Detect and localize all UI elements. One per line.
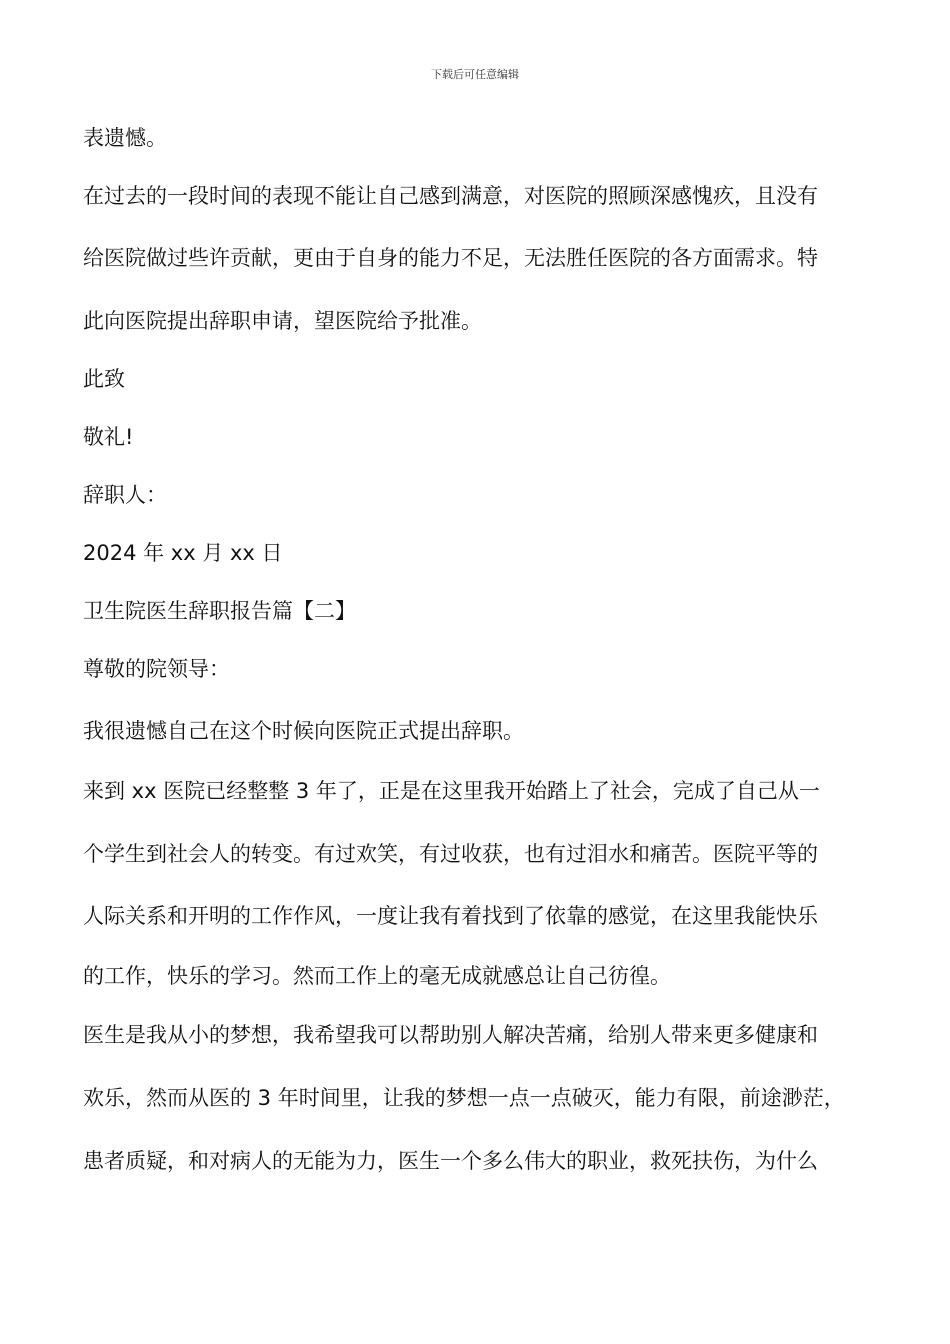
text-line: 患者质疑，和对病人的无能为力，医生一个多么伟大的职业，救死扶伤，为什么 <box>83 1149 818 1173</box>
section-heading: 卫生院医生辞职报告篇【二】 <box>83 599 356 623</box>
text-line: 此致 <box>83 367 125 391</box>
text-line: 在过去的一段时间的表现不能让自己感到满意，对医院的照顾深感愧疚，且没有 <box>83 184 818 208</box>
text-line: 人际关系和开明的工作作风，一度让我有着找到了依靠的感觉，在这里我能快乐 <box>83 904 818 928</box>
page-header: 下载后可任意编辑 <box>431 68 519 81</box>
text-line: 我很遗憾自己在这个时候向医院正式提出辞职。 <box>83 719 524 743</box>
salutation: 尊敬的院领导： <box>83 657 230 681</box>
text-line: 此向医院提出辞职申请，望医院给予批准。 <box>83 309 482 333</box>
text-line: 辞职人： <box>83 483 167 507</box>
text-line: 表遗憾。 <box>83 126 167 150</box>
text-line: 的工作，快乐的学习。然而工作上的毫无成就感总让自己彷徨。 <box>83 964 671 988</box>
text-line: 医生是我从小的梦想，我希望我可以帮助别人解决苦痛，给别人带来更多健康和 <box>83 1023 818 1047</box>
text-line: 敬礼! <box>83 425 134 449</box>
text-line: 给医院做过些许贡献，更由于自身的能力不足，无法胜任医院的各方面需求。特 <box>83 246 818 270</box>
text-line: 欢乐，然而从医的 3 年时间里，让我的梦想一点一点破灭，能力有限，前途渺茫， <box>83 1086 845 1110</box>
text-line: 来到 xx 医院已经整整 3 年了，正是在这里我开始踏上了社会，完成了自己从一 <box>83 779 820 803</box>
text-line: 2024 年 xx 月 xx 日 <box>83 541 283 565</box>
text-line: 个学生到社会人的转变。有过欢笑，有过收获，也有过泪水和痛苦。医院平等的 <box>83 842 818 866</box>
